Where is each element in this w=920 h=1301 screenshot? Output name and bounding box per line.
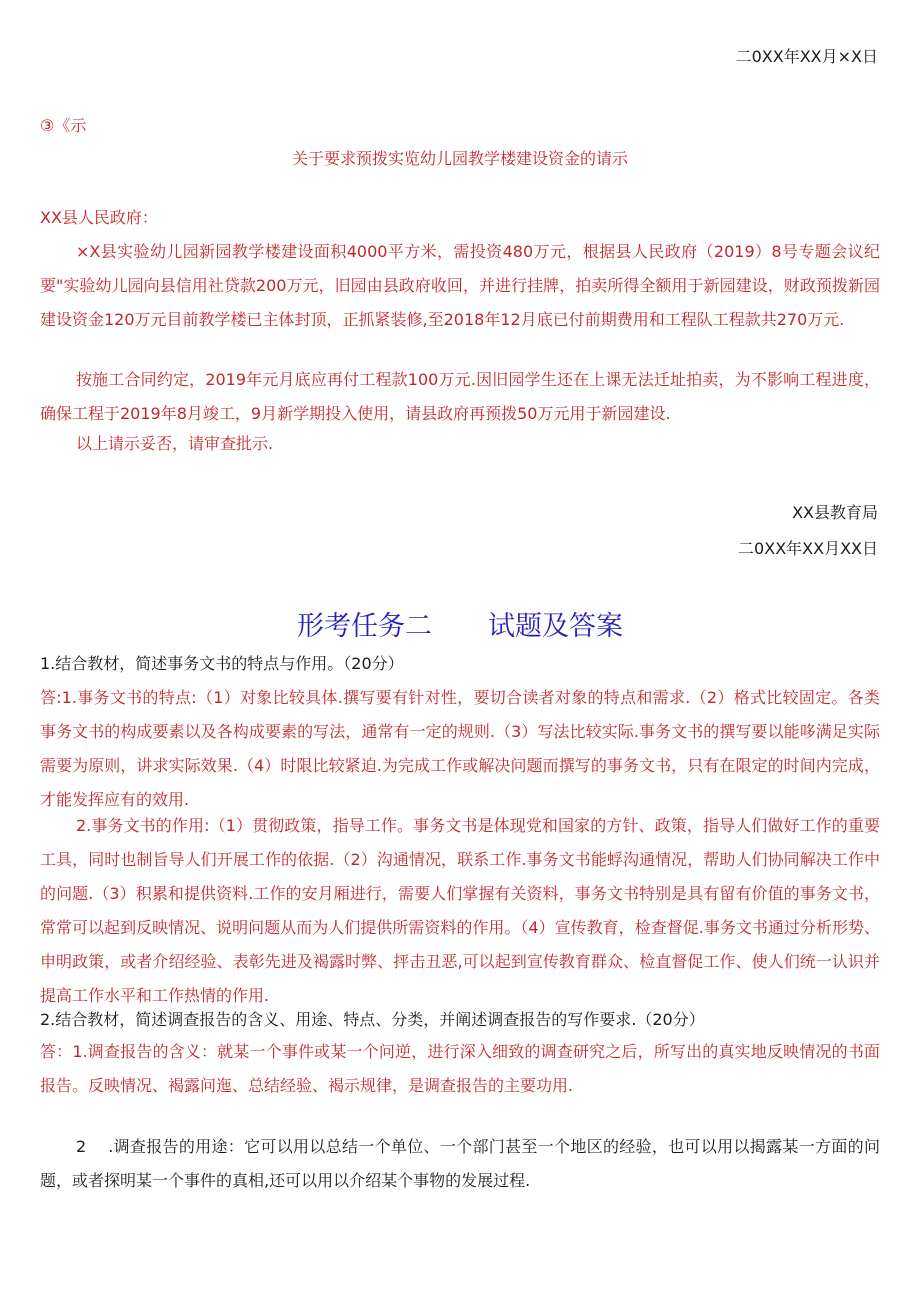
request-addressee: XX县人民政府： bbox=[40, 208, 158, 227]
top-date: 二0XX年XX月×X日 bbox=[735, 47, 878, 66]
answer-1-part-2: 2.事务文书的作用:（1）贯彻政策，指导工作。事务文书是体现党和国家的方针、政策，指导人们做好工作的重要工具，同时也制旨导人们开展工作的依据.（2）沟通情况，联系工作.事务文书能蜉沟通情况，帮助人们协同解决工作中的问题.（3）积累和提供资料.工作的安月厢进行，需要人们掌握有关资料，事务文书特别是具有留有价值的事务文书，常常可以起到反映情况、说明问题从而为人们提供所需资料的作用。（4）宣传教育，检查督促.事务文书通过分析形势、申明政策，或者介绍经验、表彰先进及褐露时弊、抨击丑恶,可以起到宣传教育群众、检直督促工作、使人们统一认识并提高工作水平和工作热情的作用. bbox=[40, 816, 880, 1005]
section-title bbox=[0, 604, 920, 643]
request-signature: XX县教育局 bbox=[792, 503, 878, 522]
answer-2-part-2 bbox=[40, 1130, 880, 1198]
section-title-left: 形考任务二 bbox=[297, 611, 432, 642]
request-paragraph-3: 以上请示妥否，请审查批示. bbox=[76, 434, 274, 453]
section-marker: ③《示 bbox=[40, 116, 87, 135]
answer-2-part-2-number: 2 bbox=[76, 1137, 87, 1156]
question-2: 2.结合教材，简述调查报告的含义、用途、特点、分类，并阐述调查报告的写作要求.（20分） bbox=[40, 1010, 705, 1029]
question-1: 1.结合教材，简述事务文书的特点与作用。（20分） bbox=[40, 654, 404, 673]
request-paragraph-2: 按施工合同约定，2019年元月底应再付工程款100万元.因旧园学生还在上课无法迁址拍卖，为不影响工程进度，确保工程于2019年8月竣工，9月新学期投入使用，请县政府再预拨50万元用于新园建设. bbox=[40, 370, 880, 423]
request-title: 关于要求预拨实览幼儿园教学楼建设资金的请示 bbox=[291, 149, 628, 168]
section-title-right: 试题及答案 bbox=[488, 611, 623, 642]
request-sign-date: 二0XX年XX月XX日 bbox=[738, 539, 878, 558]
answer-2-part-1: 答：1.调查报告的含义：就某一个事件或某一个问逆，进行深入细致的调查研究之后，所写出的真实地反映情况的书面报告。反映情况、褐露问迤、总结经验、褐示规律，是调查报告的主要功用. bbox=[40, 1042, 880, 1095]
request-paragraph-1: ×X县实验幼儿园新园教学楼建设面积4000平方米，需投资480万元，根据县人民政府（2019）8号专题会议纪要"实验幼儿园向县信用社贷款200万元，旧园由县政府收回，并进行挂牌，拍卖所得全额用于新园建设，财政预拨新园建设资金120万元目前教学楼已主体封顶，正抓紧装修,至2018年12月底已付前期费用和工程队工程款共270万元. bbox=[40, 242, 880, 329]
answer-2-part-2-text: .调查报告的用途：它可以用以总结一个单位、一个部门甚至一个地区的经验，也可以用以揭露某一方面的问题，或者探明某一个事件的真相,还可以用以介绍某个事物的发展过程. bbox=[40, 1137, 880, 1190]
answer-1-part-1: 答:1.事务文书的特点:（1）对象比较具体.撰写要有针对性，要切合读者对象的特点和需求.（2）格式比较固定。各类事务文书的构成要素以及各构成要素的写法，通常有一定的规则.（3）写法比较实际.事务文书的撰写要以能哆满足实际需要为原则，讲求实际效果.（4）时限比较紧迫.为完成工作或解决问题而撰写的事务文书，只有在限定的时间内完成，才能发挥应有的效用. bbox=[40, 688, 880, 809]
